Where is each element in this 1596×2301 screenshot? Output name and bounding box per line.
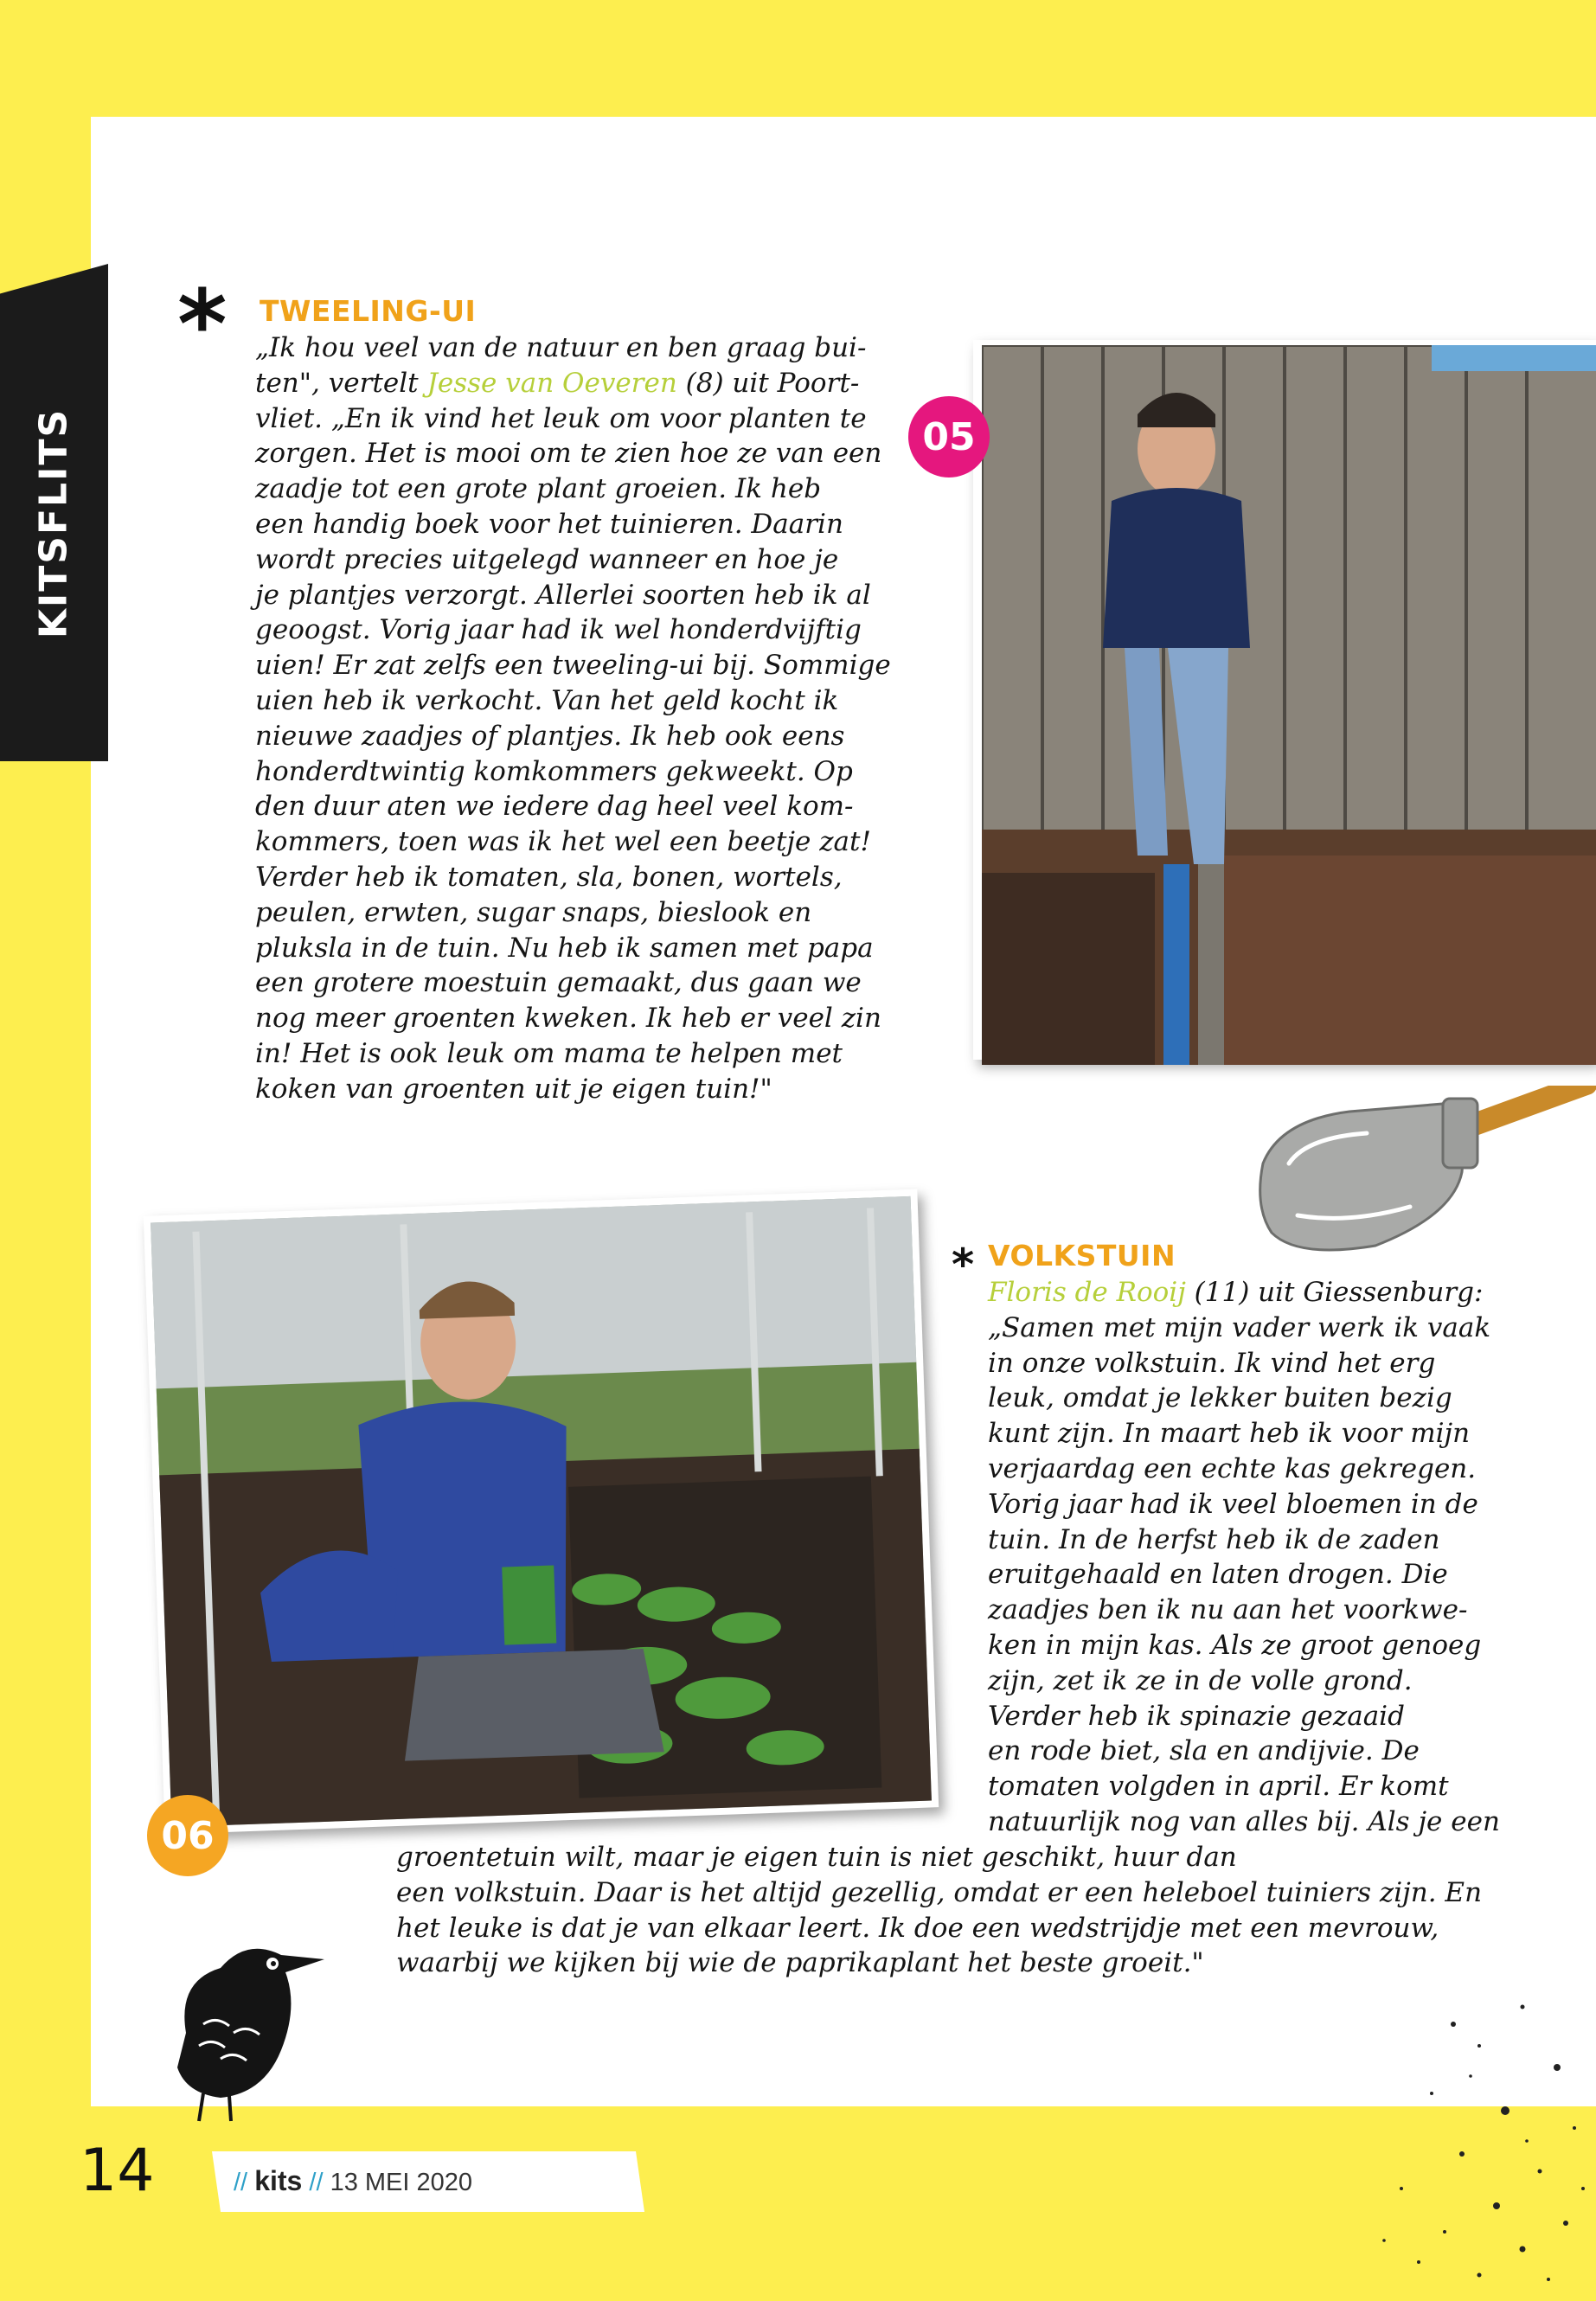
side-tab-label: KITSFLITS	[31, 407, 76, 639]
text-segment: zorgen. Het is mooi om te zien hoe ze van een	[255, 438, 882, 470]
text-line	[988, 1769, 1500, 1804]
text-segment: en rode biet, sla en andijvie. De	[988, 1735, 1420, 1767]
text-segment: Verder heb ik spinazie gezaaid	[988, 1700, 1405, 1732]
badge-06: 06	[147, 1795, 228, 1876]
text-segment: nog meer groenten kweken. Ik heb er veel zin	[255, 1003, 881, 1035]
text-segment: Jesse van Oeveren	[426, 367, 677, 399]
text-segment: een grotere moestuin gemaakt, dus gaan we	[255, 967, 862, 999]
text-line	[988, 1734, 1500, 1769]
text-line	[255, 683, 891, 719]
text-line	[255, 507, 891, 542]
text-line	[255, 366, 891, 401]
article2-heading: VOLKSTUIN	[988, 1239, 1176, 1272]
text-line	[255, 330, 891, 366]
text-line	[255, 612, 891, 648]
text-segment: natuurlijk nog van alles bij. Als je een	[988, 1805, 1500, 1837]
text-segment: ten", vertelt	[255, 367, 427, 399]
shovel-illustration	[1246, 1086, 1596, 1259]
text-segment: honderdtwintig komkommers gekweekt. Op	[255, 755, 853, 787]
text-line	[988, 1346, 1500, 1381]
text-segment: het leuke is dat je van elkaar leert. Ik doe een wedstrijdje met een mevrouw,	[396, 1912, 1439, 1944]
text-line	[255, 542, 891, 578]
text-line	[255, 1072, 891, 1107]
text-segment: kunt zijn. In maart heb ik voor mijn	[988, 1418, 1471, 1450]
text-line	[255, 401, 891, 437]
text-line	[988, 1663, 1500, 1699]
text-line	[255, 1001, 891, 1036]
text-segment: Vorig jaar had ik veel bloemen in de	[988, 1488, 1478, 1520]
asterisk-small-icon: *	[952, 1240, 975, 1290]
text-line	[988, 1275, 1500, 1311]
text-line	[255, 860, 891, 895]
footer-brand: kits	[254, 2165, 303, 2196]
text-segment: ken in mijn kas. Als ze groot genoeg	[988, 1629, 1482, 1661]
text-line	[988, 1416, 1500, 1452]
article1-heading: TWEELING-UI	[260, 294, 477, 328]
text-segment: waarbij we kijken bij wie de paprikaplant het beste groeit."	[396, 1947, 1204, 1979]
text-segment: (11) uit Giessenburg:	[1185, 1277, 1484, 1308]
text-segment: kommers, toen was ik het wel een beetje zat!	[255, 826, 871, 858]
text-segment: peulen, erwten, sugar snaps, bieslook en	[255, 896, 812, 928]
text-line	[255, 895, 891, 931]
text-segment: „Ik hou veel van de natuur en ben graag bui-	[255, 332, 867, 363]
crow-illustration	[151, 1920, 350, 2128]
text-segment: zijn, zet ik ze in de volle grond.	[988, 1664, 1413, 1696]
ink-splatter	[1349, 1972, 1596, 2301]
text-segment: uien! Er zat zelfs een tweeling-ui bij. Sommige	[255, 650, 891, 682]
page-number: 14	[80, 2137, 155, 2205]
text-segment: geoogst. Vorig jaar had ik wel honderdvijftig	[255, 614, 862, 646]
badge-05: 05	[908, 396, 990, 478]
article2-body-right	[988, 1275, 1500, 1840]
text-line	[988, 1628, 1500, 1663]
text-line	[988, 1699, 1500, 1734]
text-line	[255, 789, 891, 824]
text-line	[255, 931, 891, 966]
text-segment: je plantjes verzorgt. Allerlei soorten heb ik al	[255, 579, 871, 611]
footer-date: 13 MEI 2020	[330, 2169, 473, 2196]
photo-boy-greenhouse	[144, 1189, 939, 1835]
footer-separator: //	[234, 2169, 248, 2196]
photo-boy-fence	[973, 340, 1596, 1060]
text-segment: pluksla in de tuin. Nu heb ik samen met papa	[255, 932, 874, 964]
text-segment: nieuwe zaadjes of plantjes. Ik heb ook eens	[255, 720, 845, 752]
article2-body-bottom	[396, 1840, 1482, 1981]
text-line	[988, 1311, 1500, 1346]
text-segment: Floris de Rooij	[988, 1277, 1186, 1308]
text-line	[255, 1036, 891, 1072]
text-line	[988, 1593, 1500, 1628]
text-line	[988, 1522, 1500, 1558]
text-line	[255, 965, 891, 1001]
text-segment: Verder heb ik tomaten, sla, bonen, wortels,	[255, 861, 843, 893]
text-segment: groentetuin wilt, maar je eigen tuin is niet geschikt, huur dan	[396, 1842, 1237, 1873]
text-segment: leuk, omdat je lekker buiten bezig	[988, 1382, 1452, 1414]
text-segment: in! Het is ook leuk om mama te helpen met	[255, 1037, 843, 1069]
text-line	[396, 1875, 1482, 1911]
text-line	[255, 471, 891, 507]
text-line	[988, 1557, 1500, 1593]
text-line	[988, 1804, 1500, 1840]
text-line	[255, 754, 891, 790]
text-segment: „Samen met mijn vader werk ik vaak	[988, 1311, 1491, 1343]
text-segment: (8) uit Poort-	[676, 367, 860, 399]
text-segment: een handig boek voor het tuinieren. Daarin	[255, 508, 843, 540]
text-segment: tuin. In de herfst heb ik de zaden	[988, 1523, 1440, 1555]
footer-separator: //	[309, 2169, 324, 2196]
text-line	[396, 1840, 1482, 1875]
text-line	[988, 1487, 1500, 1522]
text-segment: in onze volkstuin. Ik vind het erg	[988, 1347, 1436, 1379]
text-segment: koken van groenten uit je eigen tuin!"	[255, 1073, 772, 1105]
text-segment: verjaardag een echte kas gekregen.	[988, 1452, 1477, 1484]
text-line	[255, 436, 891, 471]
text-line	[255, 719, 891, 754]
text-segment: tomaten volgden in april. Er komt	[988, 1771, 1449, 1803]
asterisk-icon: *	[177, 269, 228, 380]
text-segment: wordt precies uitgelegd wanneer en hoe je	[255, 543, 839, 575]
text-line	[988, 1381, 1500, 1416]
text-line	[396, 1945, 1482, 1981]
text-segment: een volkstuin. Daar is het altijd gezellig, omdat er een heleboel tuiniers zijn. En	[396, 1876, 1483, 1908]
article1-body	[255, 330, 891, 1107]
text-segment: den duur aten we iedere dag heel veel kom-	[255, 791, 854, 823]
text-segment: eruitgehaald en laten drogen. Die	[988, 1559, 1448, 1591]
text-line	[255, 648, 891, 683]
text-segment: vliet. „En ik vind het leuk om voor planten te	[255, 402, 867, 434]
text-segment: uien heb ik verkocht. Van het geld kocht ik	[255, 684, 839, 716]
text-line	[988, 1452, 1500, 1487]
text-line	[255, 578, 891, 613]
text-segment: zaadjes ben ik nu aan het voorkwe-	[988, 1594, 1468, 1626]
text-line	[255, 824, 891, 860]
text-line	[396, 1911, 1482, 1946]
text-segment: zaadje tot een grote plant groeien. Ik heb	[255, 473, 822, 505]
footer-label	[234, 2165, 472, 2197]
